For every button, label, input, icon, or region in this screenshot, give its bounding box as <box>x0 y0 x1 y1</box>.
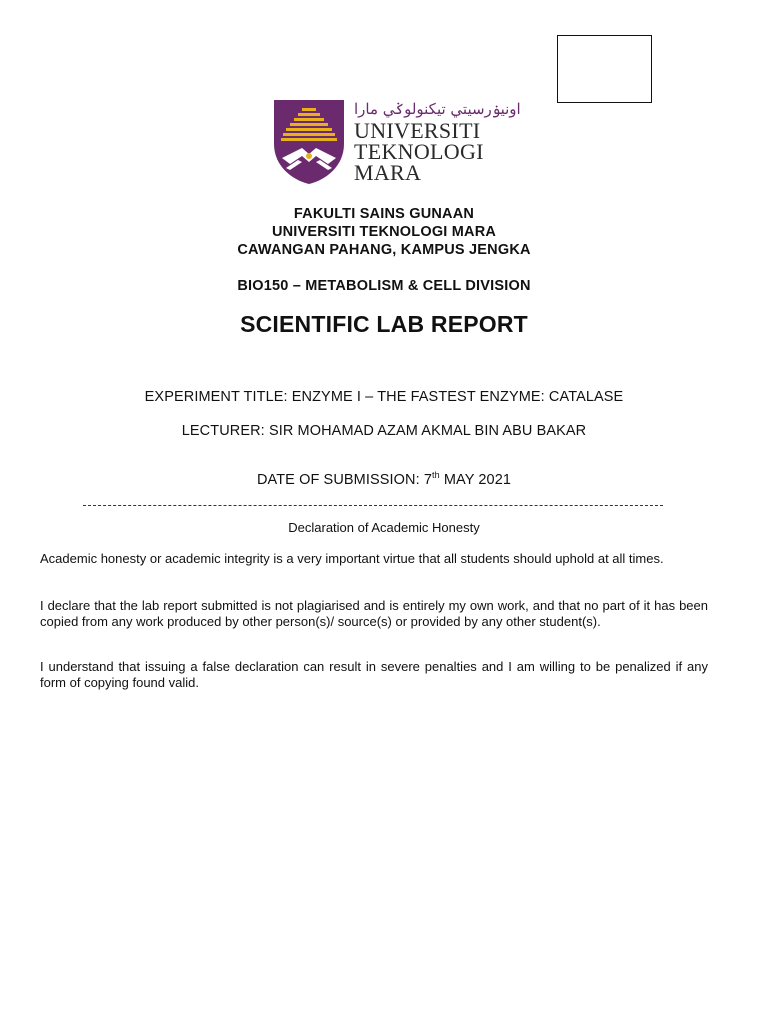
declaration-paragraph: I understand that issuing a false declaration can result in severe penalties and I am willing to be penalized if any form of copying found valid. <box>40 659 708 690</box>
mark-box <box>557 35 652 103</box>
institution-header <box>0 205 768 259</box>
logo-wordmark <box>354 120 484 183</box>
campus-name: CAWANGAN PAHANG, KAMPUS JENGKA <box>237 242 531 258</box>
report-title: SCIENTIFIC LAB REPORT <box>240 311 528 337</box>
submission-date-rest: MAY 2021 <box>439 472 512 488</box>
divider <box>83 505 663 506</box>
lecturer-name: LECTURER: SIR MOHAMAD AZAM AKMAL BIN ABU BAKAR <box>181 423 587 439</box>
uitm-crest-icon <box>272 98 346 186</box>
declaration-paragraph: Academic honesty or academic integrity is a very important virtue that all students should uphold at all times. <box>40 551 664 566</box>
logo-line-3: MARA <box>354 160 422 185</box>
university-name: UNIVERSITI TEKNOLOGI MARA <box>271 224 497 240</box>
uitm-logo <box>272 98 521 186</box>
declaration-title: Declaration of Academic Honesty <box>288 520 480 535</box>
logo-line-1: UNIVERSITI <box>354 118 481 143</box>
declaration-paragraph: I declare that the lab report submitted is not plagiarised and is entirely my own work, and that no part of it has been copied from any work produced by other person(s)/ source(s) or provided by any other student(s). <box>40 598 708 629</box>
submission-date-label: DATE OF SUBMISSION: 7 <box>256 472 433 488</box>
faculty-name: FAKULTI SAINS GUNAAN <box>293 206 475 222</box>
experiment-title: EXPERIMENT TITLE: ENZYME I – THE FASTEST ENZYME: CATALASE <box>144 389 624 405</box>
jawi-script: اونيۏرسيتي تيکنولوݢي مارا <box>354 100 521 118</box>
submission-date <box>0 472 768 488</box>
submission-date-suffix: th <box>432 470 440 481</box>
course-title: BIO150 – METABOLISM & CELL DIVISION <box>237 278 531 294</box>
logo-line-2: TEKNOLOGI <box>354 139 484 164</box>
